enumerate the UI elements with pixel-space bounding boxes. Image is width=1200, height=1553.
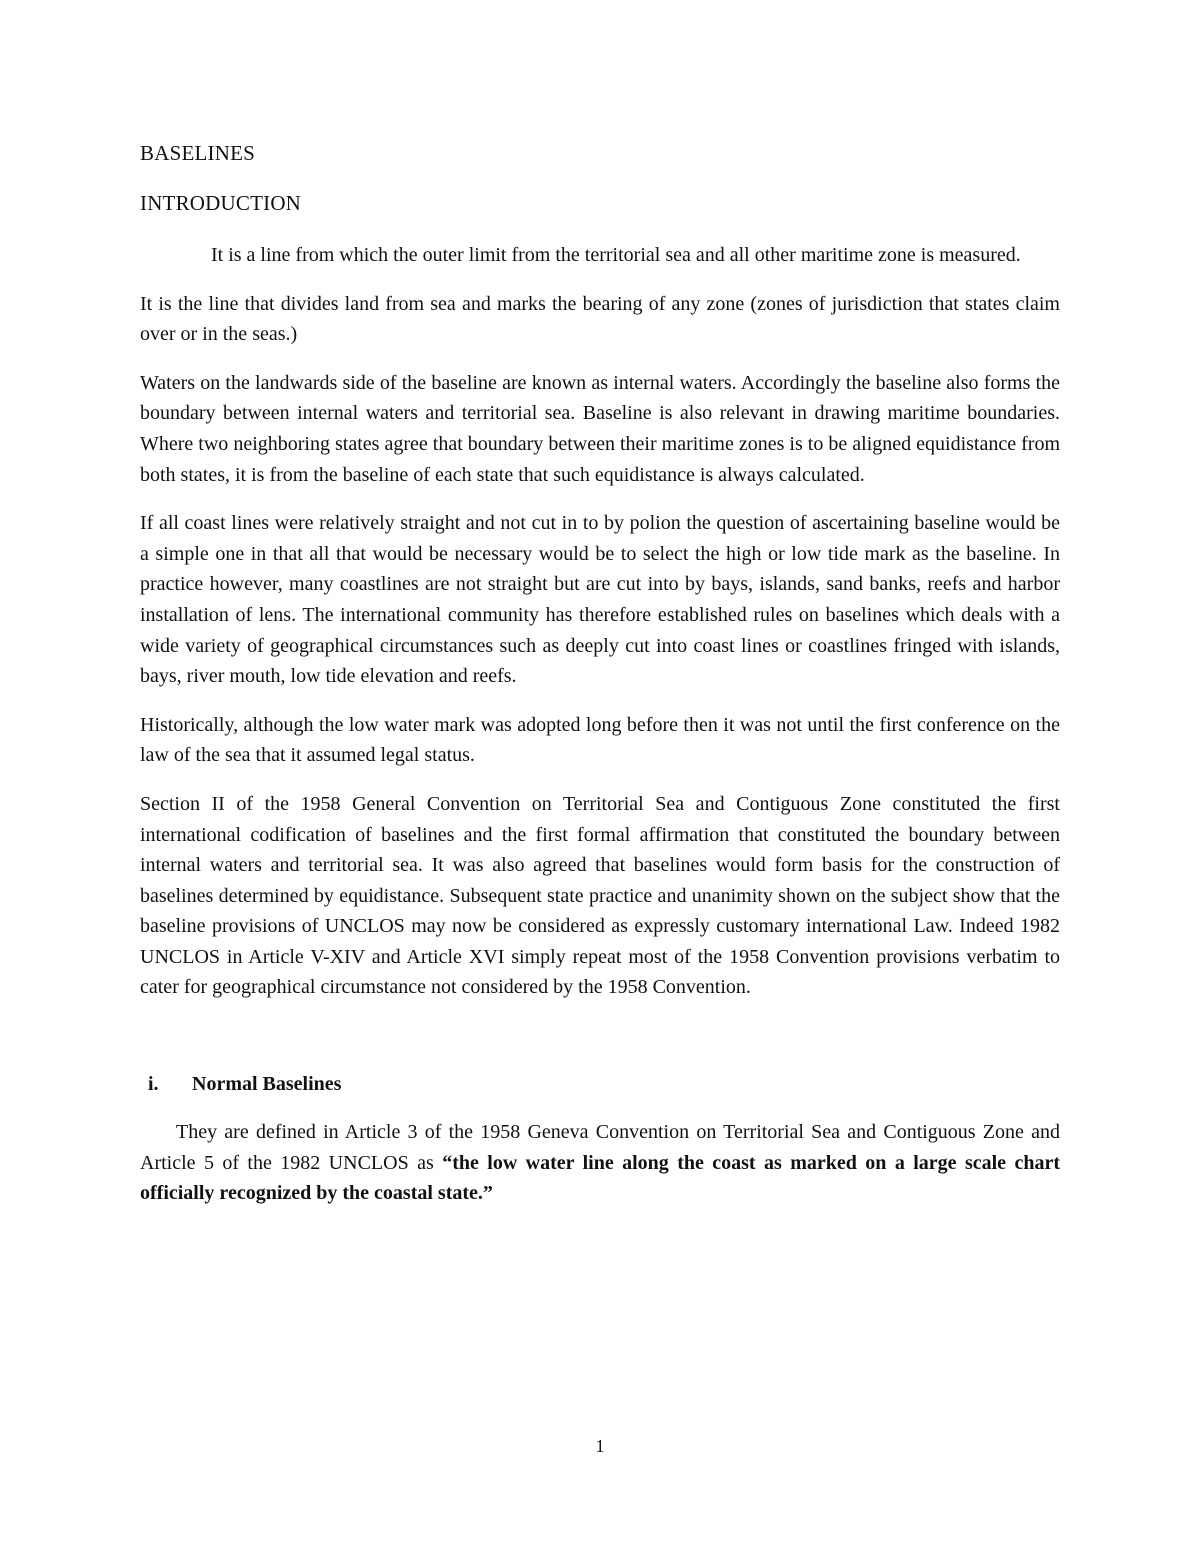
paragraph-internal-waters: Waters on the landwards side of the baseline are known as internal waters. Accordingly the baseline also forms the boundary between internal waters and territorial sea. Baseline is also relevant in drawing maritime boundaries. Where two neighboring states agree that boundary between their maritime zones is to be aligned equidistance from both states, it is from the baseline of each state that such equidistance is always calculated. [140, 371, 1060, 486]
paragraph-definition: It is a line from which the outer limit from the territorial sea and all other maritime zone is measured. [211, 244, 1021, 266]
definition-quote: “the low water line along the coast as marked on a large scale chart officially recognized by the coastal state.” [140, 1151, 1060, 1205]
page-number: 1 [595, 1436, 605, 1456]
section-title: Normal Baselines [192, 1073, 342, 1096]
paragraph-1958-convention: Section II of the 1958 General Convention on Territorial Sea and Contiguous Zone constituted the first international codification of baselines and the first formal affirmation that constituted the boundary between internal waters and territorial sea. It was also agreed that baselines would form basis for the construction of baselines determined by equidistance. Subsequent state practice and unanimity shown on the subject show that the baseline provisions of UNCLOS may now be considered as expressly customary international Law. Indeed 1982 UNCLOS in Article V-XIV and Article XVI simply repeat most of the 1958 Convention provisions verbatim to cater for geographical circumstance not considered by the 1958 Convention. [140, 792, 1060, 999]
section-heading-normal-baselines [140, 1069, 1060, 1099]
paragraph-land-sea: It is the line that divides land from sea and marks the bearing of any zone (zones of jurisdiction that states claim over or in the seas.) [140, 292, 1060, 346]
introduction-heading: INTRODUCTION [140, 191, 302, 215]
page-content [140, 138, 1060, 1227]
paragraph-normal-baselines [140, 1117, 1060, 1209]
paragraph-coastlines: If all coast lines were relatively straight and not cut in to by polion the question of ascertaining baseline would be a simple one in that all that would be necessary would be to select the high or low tide mark as the baseline. In practice however, many coastlines are not straight but are cut into by bays, islands, sand banks, reefs and harbor installation of lens. The international community has therefore established rules on baselines which deals with a wide variety of geographical circumstances such as deeply cut into coast lines or coastlines fringed with islands, bays, river mouth, low tide elevation and reefs. [140, 512, 1060, 688]
document-title: BASELINES [140, 141, 255, 165]
section-number: i. [148, 1073, 159, 1096]
paragraph-historically: Historically, although the low water mark was adopted long before then it was not until the first conference on the law of the sea that it assumed legal status. [140, 713, 1060, 767]
definition-text: They are defined in Article 3 of the 1958 Geneva Convention on Territorial Sea and Contiguous Zone and Article 5 of the 1982 UNCLOS as [140, 1121, 1060, 1174]
